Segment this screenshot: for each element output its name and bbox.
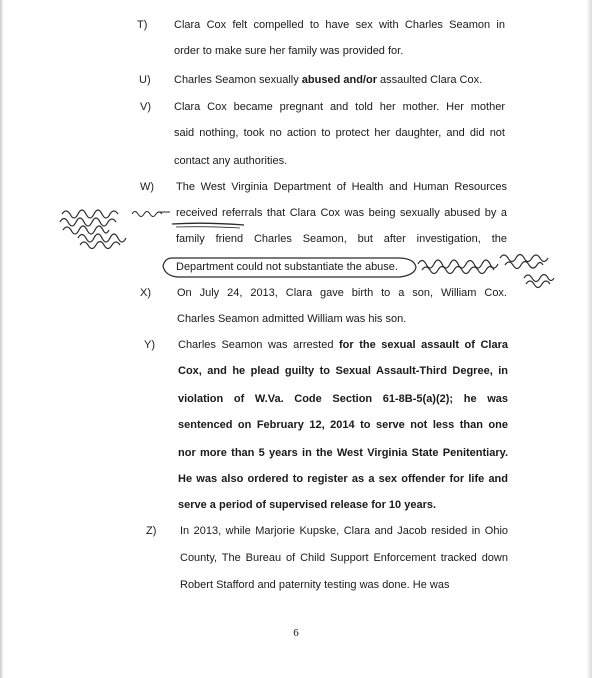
text-run: The West Virginia Department of Health and Human Resources	[176, 181, 507, 193]
text-run: Department could not substantiate the abuse.	[176, 261, 398, 273]
paragraph-line	[178, 418, 508, 432]
text-run: Robert Stafford and paternity testing was done. He was	[180, 579, 450, 591]
text-run: Charles Seamon admitted William was his son.	[177, 313, 407, 325]
paragraph-line	[174, 18, 505, 32]
paragraph-line	[174, 73, 482, 87]
paragraph-line	[174, 154, 287, 168]
paragraph-line	[176, 260, 398, 274]
paragraph-line	[176, 180, 507, 194]
paragraph-line	[180, 524, 508, 538]
bold-text: sentenced on February 12, 2014 to serve not less than one	[178, 419, 508, 431]
paragraph-line	[178, 392, 508, 406]
text-run: assaulted Clara Cox.	[376, 74, 483, 86]
text-run: On July 24, 2013, Clara gave birth to a son, William Cox.	[177, 287, 507, 299]
bold-text: abused and/or	[301, 74, 377, 86]
page-edge-right	[586, 0, 592, 678]
page-edge-left	[0, 0, 3, 678]
item-label: T)	[137, 19, 148, 31]
bold-text: He was also ordered to register as a sex offender for life and	[178, 473, 508, 485]
text-run: received referrals that Clara Cox was being sexually abused by a	[176, 207, 507, 219]
paragraph-line	[178, 472, 508, 486]
bold-text: for the sexual assault of Clara	[339, 339, 509, 351]
text-run: said nothing, took no action to protect her daughter, and did not	[174, 127, 505, 139]
text-run: order to make sure her family was provided for.	[174, 45, 404, 57]
margin-scribble-right	[418, 255, 554, 288]
text-run: Charles Seamon sexually	[174, 74, 302, 86]
paragraph-line	[178, 338, 508, 352]
paragraph-line	[176, 232, 507, 246]
text-run: Charles Seamon was arrested	[178, 339, 340, 351]
item-label: Y)	[144, 339, 155, 351]
text-run: County, The Bureau of Child Support Enforcement tracked down	[180, 552, 508, 564]
item-label: U)	[139, 74, 151, 86]
text-run: contact any authorities.	[174, 155, 288, 167]
paragraph-line	[178, 364, 508, 378]
paragraph-line	[180, 578, 449, 592]
page-number: 6	[293, 627, 299, 639]
paragraph-line	[177, 312, 406, 326]
paragraph-line	[180, 551, 508, 565]
item-label: X)	[140, 287, 151, 299]
paragraph-line	[177, 286, 507, 300]
paragraph-line	[178, 446, 508, 460]
item-label: W)	[140, 181, 155, 193]
text-run: In 2013, while Marjorie Kupske, Clara and Jacob resided in Ohio	[180, 525, 508, 537]
paragraph-line	[174, 100, 505, 114]
bold-text: serve a period of supervised release for 10 years.	[178, 499, 437, 511]
bold-text: violation of W.Va. Code Section 61-8B-5(a)(2); he was	[178, 393, 508, 405]
arrow-scribble	[132, 212, 170, 217]
text-run: Clara Cox became pregnant and told her mother. Her mother	[174, 101, 505, 113]
paragraph-line	[174, 126, 505, 140]
item-label: Z)	[146, 525, 157, 537]
paragraph-line	[178, 498, 436, 512]
underline-received	[172, 223, 244, 225]
bold-text: Cox, and he plead guilty to Sexual Assault-Third Degree, in	[178, 365, 508, 377]
item-label: V)	[140, 101, 151, 113]
margin-scribble-left	[60, 210, 126, 249]
text-run: family friend Charles Seamon, but after investigation, the	[176, 233, 507, 245]
bold-text: nor more than 5 years in the West Virginia State Penitentiary.	[178, 447, 508, 459]
text-run: Clara Cox felt compelled to have sex with Charles Seamon in	[174, 19, 505, 31]
paragraph-line	[176, 206, 507, 220]
paragraph-line	[174, 44, 403, 58]
